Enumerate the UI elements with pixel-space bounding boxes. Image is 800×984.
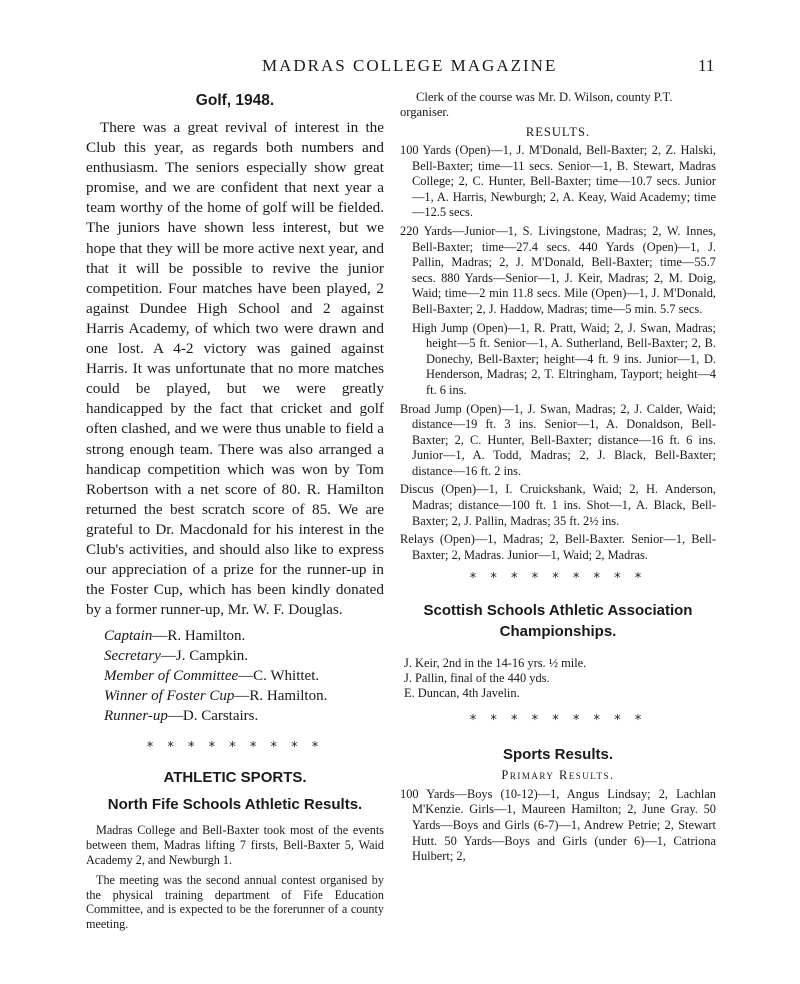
page-number: 11 [698,56,715,75]
scottish-result-line: E. Duncan, 4th Javelin. [404,686,520,701]
athletic-sports-heading: ATHLETIC SPORTS. [163,769,307,787]
result-discus-shot: Discus (Open)—1, I. Cruickshank, Waid; 2, H. Anderson, Madras; distance—100 ft. 1 ins. Shot—1, A. Black, Bell-Baxter; 2, J. Pallin, Madras; 35 ft. 2½ ins. [400,482,716,528]
officer-name: —C. Whittet. [238,668,320,685]
officer-name: —J. Campkin. [160,648,249,665]
officer-runner-up [104,706,384,726]
officer-secretary [104,646,384,666]
scottish-result-line: J. Pallin, final of the 440 yds. [404,671,550,686]
section-divider: * * * * * * * * * [469,712,647,728]
officer-role: Captain [104,628,153,645]
golf-officers [104,626,384,726]
right-column [400,90,716,868]
primary-results-subheading: Primary Results. [501,767,615,782]
officer-name: —D. Carstairs. [167,708,259,725]
page-header [0,56,800,80]
officer-name: —R. Hamilton. [152,628,246,645]
sports-results-heading: Sports Results. [502,745,614,763]
officer-role: Secretary [104,648,161,665]
section-divider: * * * * * * * * * [146,740,324,756]
officer-role: Winner of Foster Cup [104,688,235,705]
result-high-jump: High Jump (Open)—1, R. Pratt, Waid; 2, J. Swan, Madras; height—5 ft. Senior—1, A. Sutherland, Bell-Baxter; 2, B. Donechy, Bell-Baxter; height—4 ft. 9 ins. Junior—1, D. Henderson, Madras; 2, T. Eltringham, Tayport; height—4 ft. 6 ins. [412,320,716,397]
scottish-result-line: J. Keir, 2nd in the 14-16 yrs. ½ mile. [404,656,587,671]
magazine-title: MADRAS COLLEGE MAGAZINE [262,56,558,75]
result-sprints: 100 Yards (Open)—1, J. M'Donald, Bell-Baxter; 2, Z. Halski, Bell-Baxter; time—11 secs. Senior—1, B. Stewart, Madras College; 2, C. Hunter, Bell-Baxter; time—10.7 secs. Junior—1, A. Harris, Newburgh; 2, A. Keay, Waid Academy; time—12.5 secs. [400,143,716,220]
athletic-meeting-note: The meeting was the second annual contest organised by the physical training department of Fife Education Committee, and is expected to be the forerunner of a county meeting. [86,873,384,931]
scottish-schools-heading: Scottish Schools Athletic Association Championships. [423,602,693,641]
golf-heading: Golf, 1948. [195,92,275,109]
golf-report: There was a great revival of interest in the Club this year, as regards both numbers and enthusiasm. The seniors especially show great promise, and we are confident that next year a team worthy of the home of golf will be fielded. The juniors have shown less interest, but we hope that they will be more active next year, and that it will be possible to revive the junior competition. Four matches have been played, 2 against Dundee High School and 2 against Harris Academy, of which two were drawn and one lost. A 4-2 victory was gained against Harris. It was unfortunate that no more matches could be played, but we were greatly handicapped by the fact that cricket and golf often clashed, and we were thus unable to field a strong enough team. There was also arranged a handicap competition which was won by Tom Robertson with a net score of 80. R. Hamilton returned the best scratch score of 85. We are grateful to Dr. Macdonald for his interest in the Club's activities, and should also like to express our appreciation of a prize for the runner-up in the Foster Cup, which has been kindly donated by a former runner-up, Mr. W. F. Douglas. [86,119,384,619]
officer-name: —R. Hamilton. [234,688,328,705]
athletic-intro: Madras College and Bell-Baxter took most of the events between them, Madras lifting 7 firsts, Bell-Baxter 5, Waid Academy 2, and Newburgh 1. [86,823,384,867]
clerk-of-course: Clerk of the course was Mr. D. Wilson, county P.T. organiser. [400,90,673,119]
left-column [86,90,384,938]
result-broad-jump: Broad Jump (Open)—1, J. Swan, Madras; 2, J. Calder, Waid; distance—19 ft. 3 ins. Senior—1, A. Donaldson, Bell-Baxter; 2, C. Hunter, Bell-Baxter; distance—16 ft. 6 ins. Junior—1, A. Todd, Madras; 2, J. Black, Bell-Baxter; distance—16 ft. 2 ins. [400,401,716,478]
results-heading: RESULTS. [525,125,591,139]
officer-role: Runner-up [104,708,168,725]
result-middle-distance: 220 Yards—Junior—1, S. Livingstone, Madras; 2, W. Innes, Bell-Baxter; time—27.4 secs. 440 Yards (Open)—1, J. Pallin, Madras; 2, J. M'Donald, Bell-Baxter; time—55.7 secs. 880 Yards—Senior—1, J. Keir, Madras; 2, M. Doig, Waid; time—2 min 11.8 secs. Mile (Open)—1, J. M'Donald, Bell-Baxter; 2, J. Haddow, Madras; time—5 min. 5.7 secs. [400,223,716,316]
primary-results-text: 100 Yards—Boys (10-12)—1, Angus Lindsay; 2, Lachlan M'Kenzie. Girls—1, Maureen Hamilton; 2, June Gray. 50 Yards—Boys and Girls (6-7)—1, Andrew Petrie; 2, Stewart Hutt. 50 Yards—Boys and Girls (under 6)—1, Catriona Hulbert; 2, [400,786,716,864]
result-relays: Relays (Open)—1, Madras; 2, Bell-Baxter. Senior—1, Bell-Baxter; 2, Madras. Junior—1, Waid; 2, Madras. [400,532,716,562]
section-divider: * * * * * * * * * [469,571,647,587]
officer-committee [104,666,384,686]
north-fife-heading: North Fife Schools Athletic Results. [107,796,363,814]
officer-role: Member of Committee [104,668,239,685]
officer-foster-cup [104,686,384,706]
officer-captain [104,626,384,646]
